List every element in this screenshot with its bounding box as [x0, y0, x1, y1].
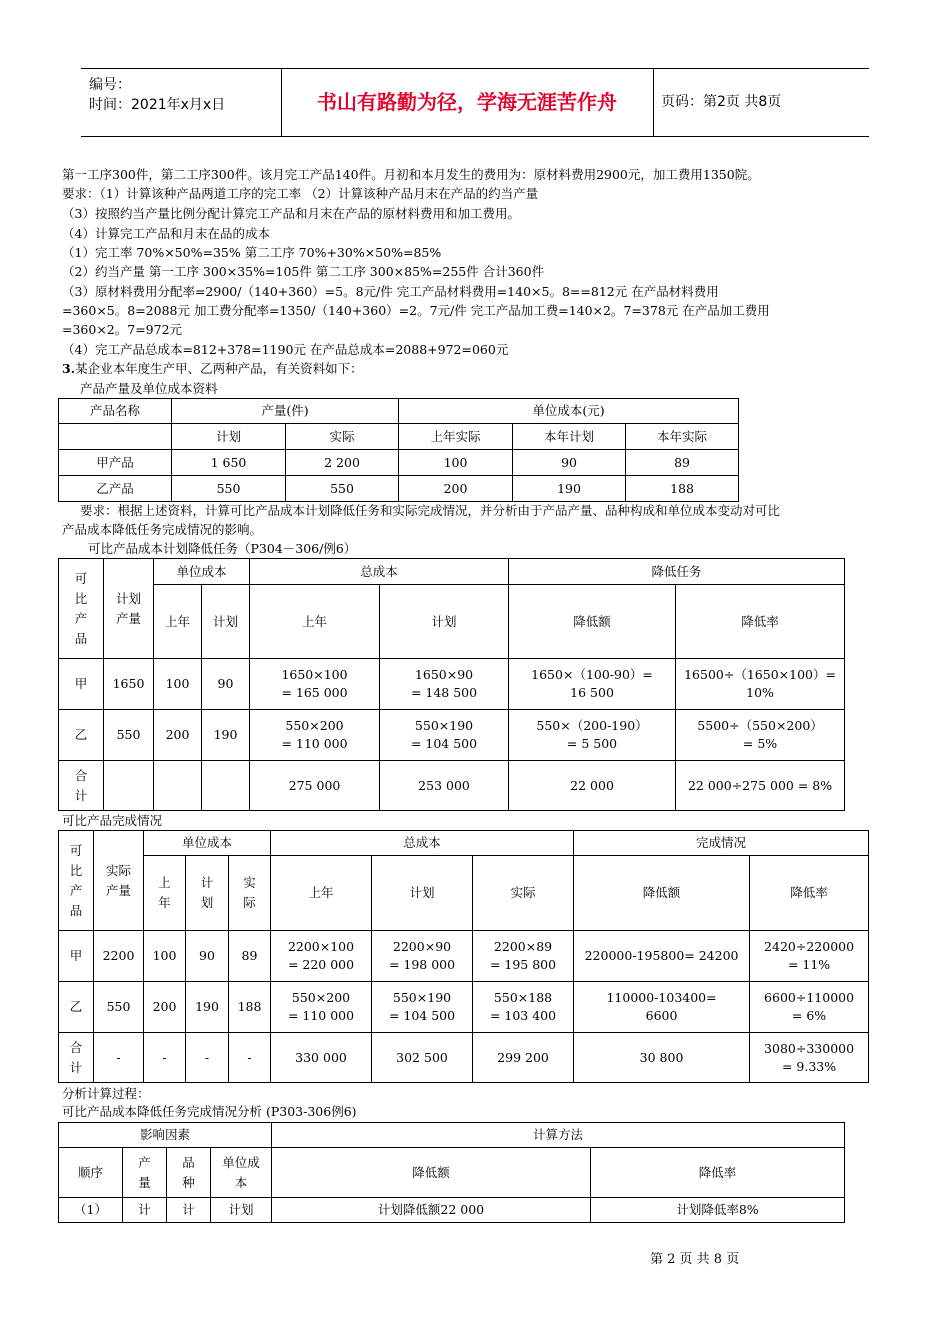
table-cell: 1650×（100-90）= 16 500	[509, 659, 676, 710]
header-cell: 计划	[202, 585, 250, 659]
table-cell: 550	[94, 982, 144, 1033]
table-cell: 合 计	[59, 761, 104, 811]
table-row	[59, 476, 739, 502]
table-cell: 甲	[59, 659, 104, 710]
plan-reduction-table	[58, 558, 845, 811]
table-cell: 190	[186, 982, 229, 1033]
table-cell: 1650	[104, 659, 154, 710]
product-output-table	[58, 398, 739, 502]
header-cell: 实际	[286, 424, 399, 450]
header-cell: 实际 产量	[94, 831, 144, 931]
table-cell: 200	[399, 476, 513, 502]
header-page-info: 页码：第2页 共8页	[661, 94, 782, 110]
table-cell: -	[94, 1033, 144, 1083]
header-cell: 单位成本	[154, 559, 250, 585]
analysis-label: 分析计算过程：	[62, 1086, 150, 1101]
table-cell: 1650×100 = 165 000	[250, 659, 380, 710]
header-cell: 总成本	[271, 831, 574, 856]
header-cell: 计划	[372, 856, 473, 931]
header-cell: 计划	[380, 585, 509, 659]
table-cell: -	[186, 1033, 229, 1083]
table-total-row	[59, 1033, 869, 1083]
header-cell: 实 际	[229, 856, 271, 931]
header-cell: 降低率	[591, 1148, 845, 1198]
header-divider	[653, 69, 654, 136]
body-line: （3）原材料费用分配率=2900/（140+360）=5。8元/件 完工产品材料费用=140×5。8==812元 在产品材料费用	[62, 284, 719, 299]
table-cell: 乙	[59, 982, 94, 1033]
table-row	[59, 982, 869, 1033]
header-cell: 产品名称	[59, 399, 172, 424]
doc-number-label: 编号：	[89, 77, 131, 93]
header-motto: 书山有路勤为径，学海无涯苦作舟	[317, 90, 617, 114]
table-row	[59, 1198, 845, 1223]
table-cell: 100	[144, 931, 186, 982]
table3-caption: 可比产品完成情况	[62, 813, 163, 828]
header-cell: 本年实际	[626, 424, 739, 450]
table-cell: -	[229, 1033, 271, 1083]
header-cell: 影响因素	[59, 1123, 272, 1148]
table-total-row	[59, 761, 845, 811]
header-cell: 本年计划	[513, 424, 626, 450]
header-cell: 降低率	[676, 585, 845, 659]
table-cell: 550×200 = 110 000	[271, 982, 372, 1033]
table-cell: 22 000÷275 000 = 8%	[676, 761, 845, 811]
table-cell: 550×188 = 103 400	[473, 982, 574, 1033]
body-line: 第一工序300件，第二工序300件。该月完工产品140件。月初和本月发生的费用为：原材料费用2900元，加工费用1350院。	[62, 167, 760, 182]
header-cell: 顺序	[59, 1148, 123, 1198]
table-cell: 90	[513, 450, 626, 476]
analysis-table	[58, 1122, 845, 1223]
table-cell: 550×190 = 104 500	[380, 710, 509, 761]
table-cell: 2200×90 = 198 000	[372, 931, 473, 982]
header-cell: 降低额	[272, 1148, 591, 1198]
table-cell: 550	[104, 710, 154, 761]
table-cell: 550	[286, 476, 399, 502]
question-number: 3.	[62, 361, 76, 376]
header-cell: 可 比 产 品	[59, 831, 94, 931]
header-cell: 上 年	[144, 856, 186, 931]
header-cell: 单位成本	[144, 831, 271, 856]
table-cell: 190	[513, 476, 626, 502]
table-cell: 3080÷330000 = 9.33%	[750, 1033, 869, 1083]
table-cell: 16500÷（1650×100）= 10%	[676, 659, 845, 710]
table-row	[59, 710, 845, 761]
table-cell	[202, 761, 250, 811]
header-cell: 上年	[271, 856, 372, 931]
table-cell: 253 000	[380, 761, 509, 811]
table-cell: 302 500	[372, 1033, 473, 1083]
table-cell: 550×200 = 110 000	[250, 710, 380, 761]
header-meta	[89, 75, 225, 115]
header-cell: 计划	[172, 424, 286, 450]
table-cell: 甲	[59, 931, 94, 982]
header-cell	[59, 424, 172, 450]
header-cell: 降低额	[509, 585, 676, 659]
question-text: 某企业本年度生产甲、乙两种产品，有关资料如下：	[75, 361, 363, 376]
header-cell: 上年	[250, 585, 380, 659]
table-cell: 188	[229, 982, 271, 1033]
table-cell: 计划降低率8%	[591, 1198, 845, 1223]
table-cell: 550×190 = 104 500	[372, 982, 473, 1033]
page-footer: 第 2 页 共 8 页	[650, 1252, 740, 1267]
table-cell: 89	[626, 450, 739, 476]
table4-caption: 可比产品成本降低任务完成情况分析 (P303-306例6)	[62, 1104, 357, 1119]
table-cell: 550	[172, 476, 286, 502]
body-line: （3）按照约当产量比例分配计算完工产品和月末在产品的原材料费用和加工费用。	[62, 206, 520, 221]
table-cell: 2 200	[286, 450, 399, 476]
table-cell: （1）	[59, 1198, 123, 1223]
header-cell: 单位成 本	[211, 1148, 272, 1198]
table-cell: 5500÷（550×200） = 5%	[676, 710, 845, 761]
header-cell: 可 比 产 品	[59, 559, 104, 659]
header-cell: 上年实际	[399, 424, 513, 450]
table-cell: 30 800	[574, 1033, 750, 1083]
header-cell: 上年	[154, 585, 202, 659]
header-cell: 产 量	[123, 1148, 167, 1198]
header-cell: 品 种	[167, 1148, 211, 1198]
table-cell	[154, 761, 202, 811]
header-cell: 总成本	[250, 559, 509, 585]
table2-caption: 可比产品成本计划降低任务（P304－306/例6）	[88, 541, 357, 556]
body-line: =360×5。8=2088元 加工费分配率=1350/（140+360）=2。7元/件 完工产品加工费=140×2。7=378元 在产品加工费用	[62, 303, 770, 318]
header-cell: 实际	[473, 856, 574, 931]
header-cell: 降低率	[750, 856, 869, 931]
header-cell: 计划 产量	[104, 559, 154, 659]
header-cell: 计 划	[186, 856, 229, 931]
body-line: （4）计算完工产品和月末在品的成本	[62, 226, 270, 241]
table-cell: 计	[123, 1198, 167, 1223]
table-cell: 22 000	[509, 761, 676, 811]
header-cell: 单位成本(元)	[399, 399, 739, 424]
table-cell: 330 000	[271, 1033, 372, 1083]
doc-time-label: 时间：2021年x月x日	[89, 97, 226, 113]
table-cell: 90	[186, 931, 229, 982]
table-cell: 乙	[59, 710, 104, 761]
table-cell: 89	[229, 931, 271, 982]
requirement-line: 产品成本降低任务完成情况的影响。	[62, 522, 263, 537]
table-cell: 合 计	[59, 1033, 94, 1083]
table-cell: -	[144, 1033, 186, 1083]
table-cell: 2200×100 = 220 000	[271, 931, 372, 982]
completion-table	[58, 830, 869, 1083]
table-cell: 200	[154, 710, 202, 761]
requirement-line: 要求：根据上述资料，计算可比产品成本计划降低任务和实际完成情况，并分析由于产品产量、品种构成和单位成本变动对可比	[80, 503, 781, 518]
table-cell: 90	[202, 659, 250, 710]
table-row	[59, 931, 869, 982]
table-row	[59, 659, 845, 710]
table-cell: 100	[399, 450, 513, 476]
table-cell: 188	[626, 476, 739, 502]
table-cell: 6600÷110000 = 6%	[750, 982, 869, 1033]
table-cell	[104, 761, 154, 811]
page-header	[81, 68, 869, 137]
table-cell: 计	[167, 1198, 211, 1223]
table-cell: 110000-103400= 6600	[574, 982, 750, 1033]
table-cell: 220000-195800= 24200	[574, 931, 750, 982]
body-line: （1）完工率 70%×50%=35% 第二工序 70%+30%×50%=85%	[62, 245, 442, 260]
body-line: （2）约当产量 第一工序 300×35%=105件 第二工序 300×85%=255件 合计360件	[62, 264, 545, 279]
body-line: （4）完工产品总成本=812+378=1190元 在产品总成本=2088+972=060元	[62, 342, 509, 357]
table-cell: 2200	[94, 931, 144, 982]
table-cell: 乙产品	[59, 476, 172, 502]
table-cell: 190	[202, 710, 250, 761]
table-cell: 2420÷220000 = 11%	[750, 931, 869, 982]
table-cell: 550×（200-190） = 5 500	[509, 710, 676, 761]
table-cell: 2200×89 = 195 800	[473, 931, 574, 982]
header-cell: 降低额	[574, 856, 750, 931]
table-cell: 200	[144, 982, 186, 1033]
table-cell: 甲产品	[59, 450, 172, 476]
table-cell: 计划	[211, 1198, 272, 1223]
table-cell: 计划降低额22 000	[272, 1198, 591, 1223]
table-cell: 1 650	[172, 450, 286, 476]
table-cell: 1650×90 = 148 500	[380, 659, 509, 710]
header-cell: 产量(件)	[172, 399, 399, 424]
header-cell: 计算方法	[272, 1123, 845, 1148]
header-cell: 完成情况	[574, 831, 869, 856]
body-line: 要求：（1）计算该种产品两道工序的完工率 （2）计算该种产品月末在产品的约当产量	[62, 186, 539, 201]
table1-caption: 产品产量及单位成本资料	[80, 381, 218, 396]
table-row	[59, 450, 739, 476]
table-cell: 275 000	[250, 761, 380, 811]
body-line: =360×2。7=972元	[62, 322, 183, 337]
question-3-line	[62, 360, 890, 378]
table-cell: 100	[154, 659, 202, 710]
table-cell: 299 200	[473, 1033, 574, 1083]
header-cell: 降低任务	[509, 559, 845, 585]
